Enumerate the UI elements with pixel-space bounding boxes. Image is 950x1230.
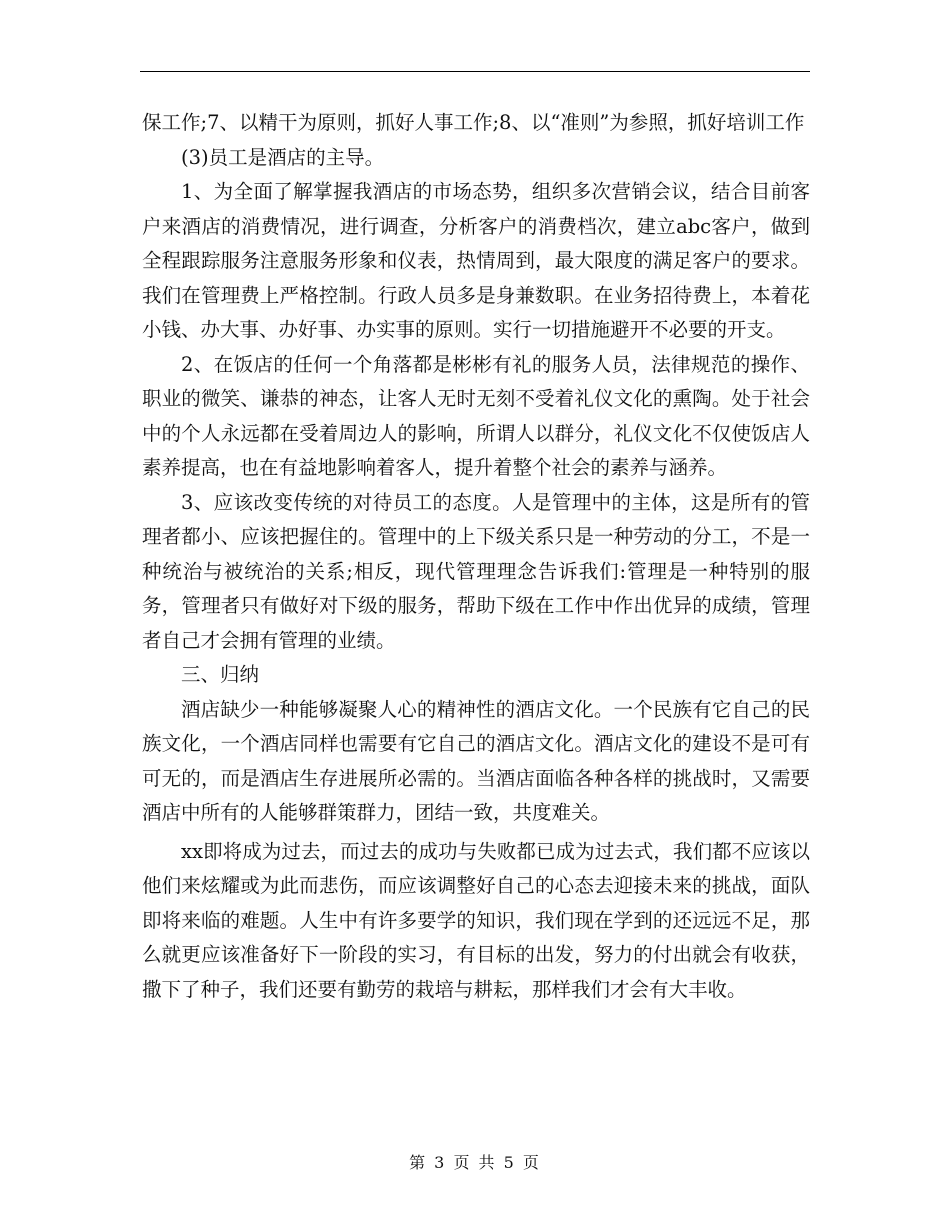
paragraph: xx即将成为过去，而过去的成功与失败都已成为过去式，我们都不应该以他们来炫耀或为此而悲伤，而应该调整好自己的心态去迎接未来的挑战，面队即将来临的难题。人生中有许多要学的知识，我们现在学到的还远远不足，那么就更应该准备好下一阶段的实习，有目标的出发，努力的付出就会有收获，撒下了种子，我们还要有勤劳的栽培与耕耘，那样我们才会有大丰收。 [142,839,810,1001]
paragraph: 3、应该改变传统的对待员工的态度。人是管理中的主体，这是所有的管理者都小、应该把握住的。管理中的上下级关系只是一种劳动的分工，不是一种统治与被统治的关系;相反，现代管理理念告诉我们:管理是一种特别的服务，管理者只有做好对下级的服务，帮助下级在工作中作出优异的成绩，管理者自己才会拥有管理的业绩。 [142,490,810,652]
paragraph: 2、在饭店的任何一个角落都是彬彬有礼的服务人员，法律规范的操作、职业的微笑、谦恭的神态，让客人无时无刻不受着礼仪文化的熏陶。处于社会中的个人永远都在受着周边人的影响，所谓人以群分，礼仪文化不仅使饭店人素养提高，也在有益地影响着客人，提升着整个社会的素养与涵养。 [142,352,810,479]
document-body [142,106,810,1007]
section-heading: 三、归纳 [181,663,260,686]
paragraph: 酒店缺少一种能够凝聚人心的精神性的酒店文化。一个民族有它自己的民族文化，一个酒店同样也需要有它自己的酒店文化。酒店文化的建设不是可有可无的，而是酒店生存进展所必需的。当酒店面临各种各样的挑战时，又需要酒店中所有的人能够群策群力，团结一致，共度难关。 [142,697,810,824]
page-number-footer: 第 3 页 共 5 页 [409,1153,541,1172]
paragraph: 1、为全面了解掌握我酒店的市场态势，组织多次营销会议，结合目前客户来酒店的消费情况，进行调查，分析客户的消费档次，建立abc客户，做到全程跟踪服务注意服务形象和仪表，热情周到，最大限度的满足客户的要求。我们在管理费上严格控制。行政人员多是身兼数职。在业务招待费上，本着花小钱、办大事、办好事、办实事的原则。实行一切措施避开不必要的开支。 [142,180,810,341]
paragraph-subheading: (3)员工是酒店的主导。 [181,145,385,169]
header-rule [140,71,810,72]
paragraph-continuation: 保工作;7、以精干为原则，抓好人事工作;8、以“准则”为参照，抓好培训工作 [142,111,805,134]
